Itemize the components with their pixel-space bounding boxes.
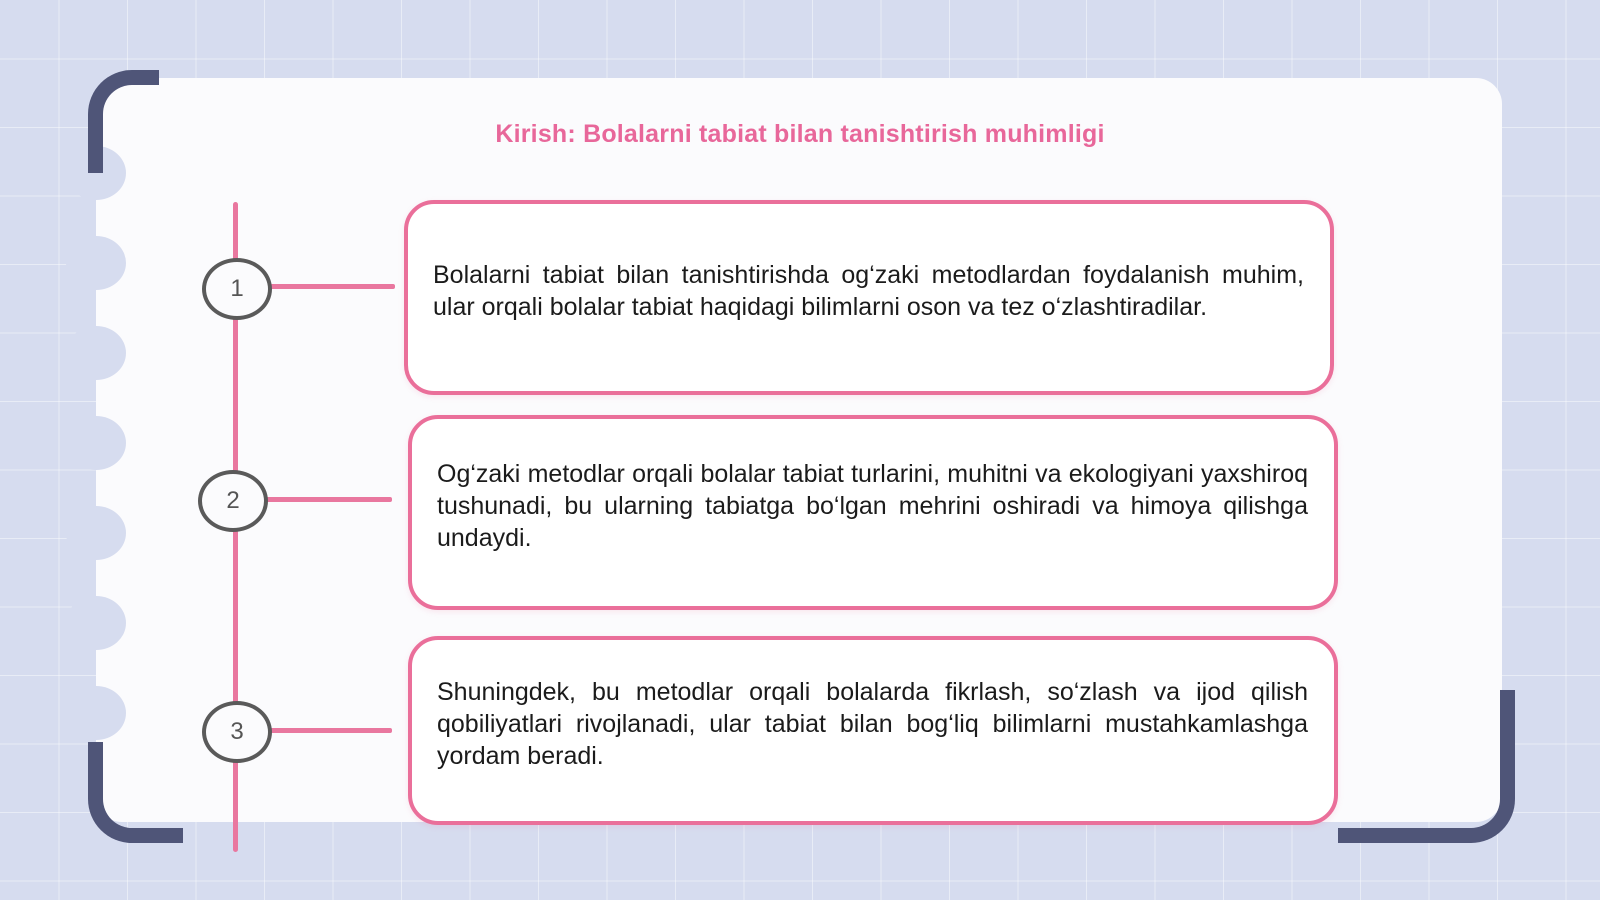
step-number-badge: 2 bbox=[198, 470, 268, 532]
timeline-connector bbox=[264, 497, 392, 502]
timeline-connector bbox=[268, 284, 395, 289]
slide-title: Kirish: Bolalarni tabiat bilan tanishtirish muhimligi bbox=[495, 120, 1105, 148]
step-number-badge: 1 bbox=[202, 258, 272, 320]
page-scallop bbox=[66, 416, 126, 470]
timeline-connector bbox=[268, 728, 392, 733]
step-number-badge: 3 bbox=[202, 701, 272, 763]
corner-bracket-top-left bbox=[88, 70, 159, 173]
info-card bbox=[404, 200, 1334, 395]
corner-bracket-bottom-left bbox=[88, 742, 183, 843]
corner-bracket-bottom-right bbox=[1338, 690, 1515, 843]
info-card-text: Og‘zaki metodlar orqali bolalar tabiat turlarini, muhitni va ekologiyani yaxshiroq tushunadi, bu ularning tabiatga bo‘lgan mehrini oshiradi va himoya qilishga undaydi. bbox=[437, 459, 1308, 552]
info-card bbox=[408, 636, 1338, 825]
page-scallop bbox=[66, 596, 126, 650]
info-card-text: Bolalarni tabiat bilan tanishtirishda og‘zaki metodlardan foydalanish muhim, ular orqali bolalar tabiat haqidagi bilimlarni oson va tez o‘zlashtiradilar. bbox=[433, 260, 1304, 321]
info-card bbox=[408, 415, 1338, 610]
page-scallop bbox=[66, 326, 126, 380]
page-scallop bbox=[66, 686, 126, 740]
info-card-text: Shuningdek, bu metodlar orqali bolalarda fikrlash, so‘zlash va ijod qilish qobiliyatlari rivojlanadi, ular tabiat bilan bog‘liq bilimlarni mustahkamlashga yordam beradi. bbox=[437, 677, 1308, 770]
page-scallop bbox=[66, 506, 126, 560]
page-scallop bbox=[66, 236, 126, 290]
